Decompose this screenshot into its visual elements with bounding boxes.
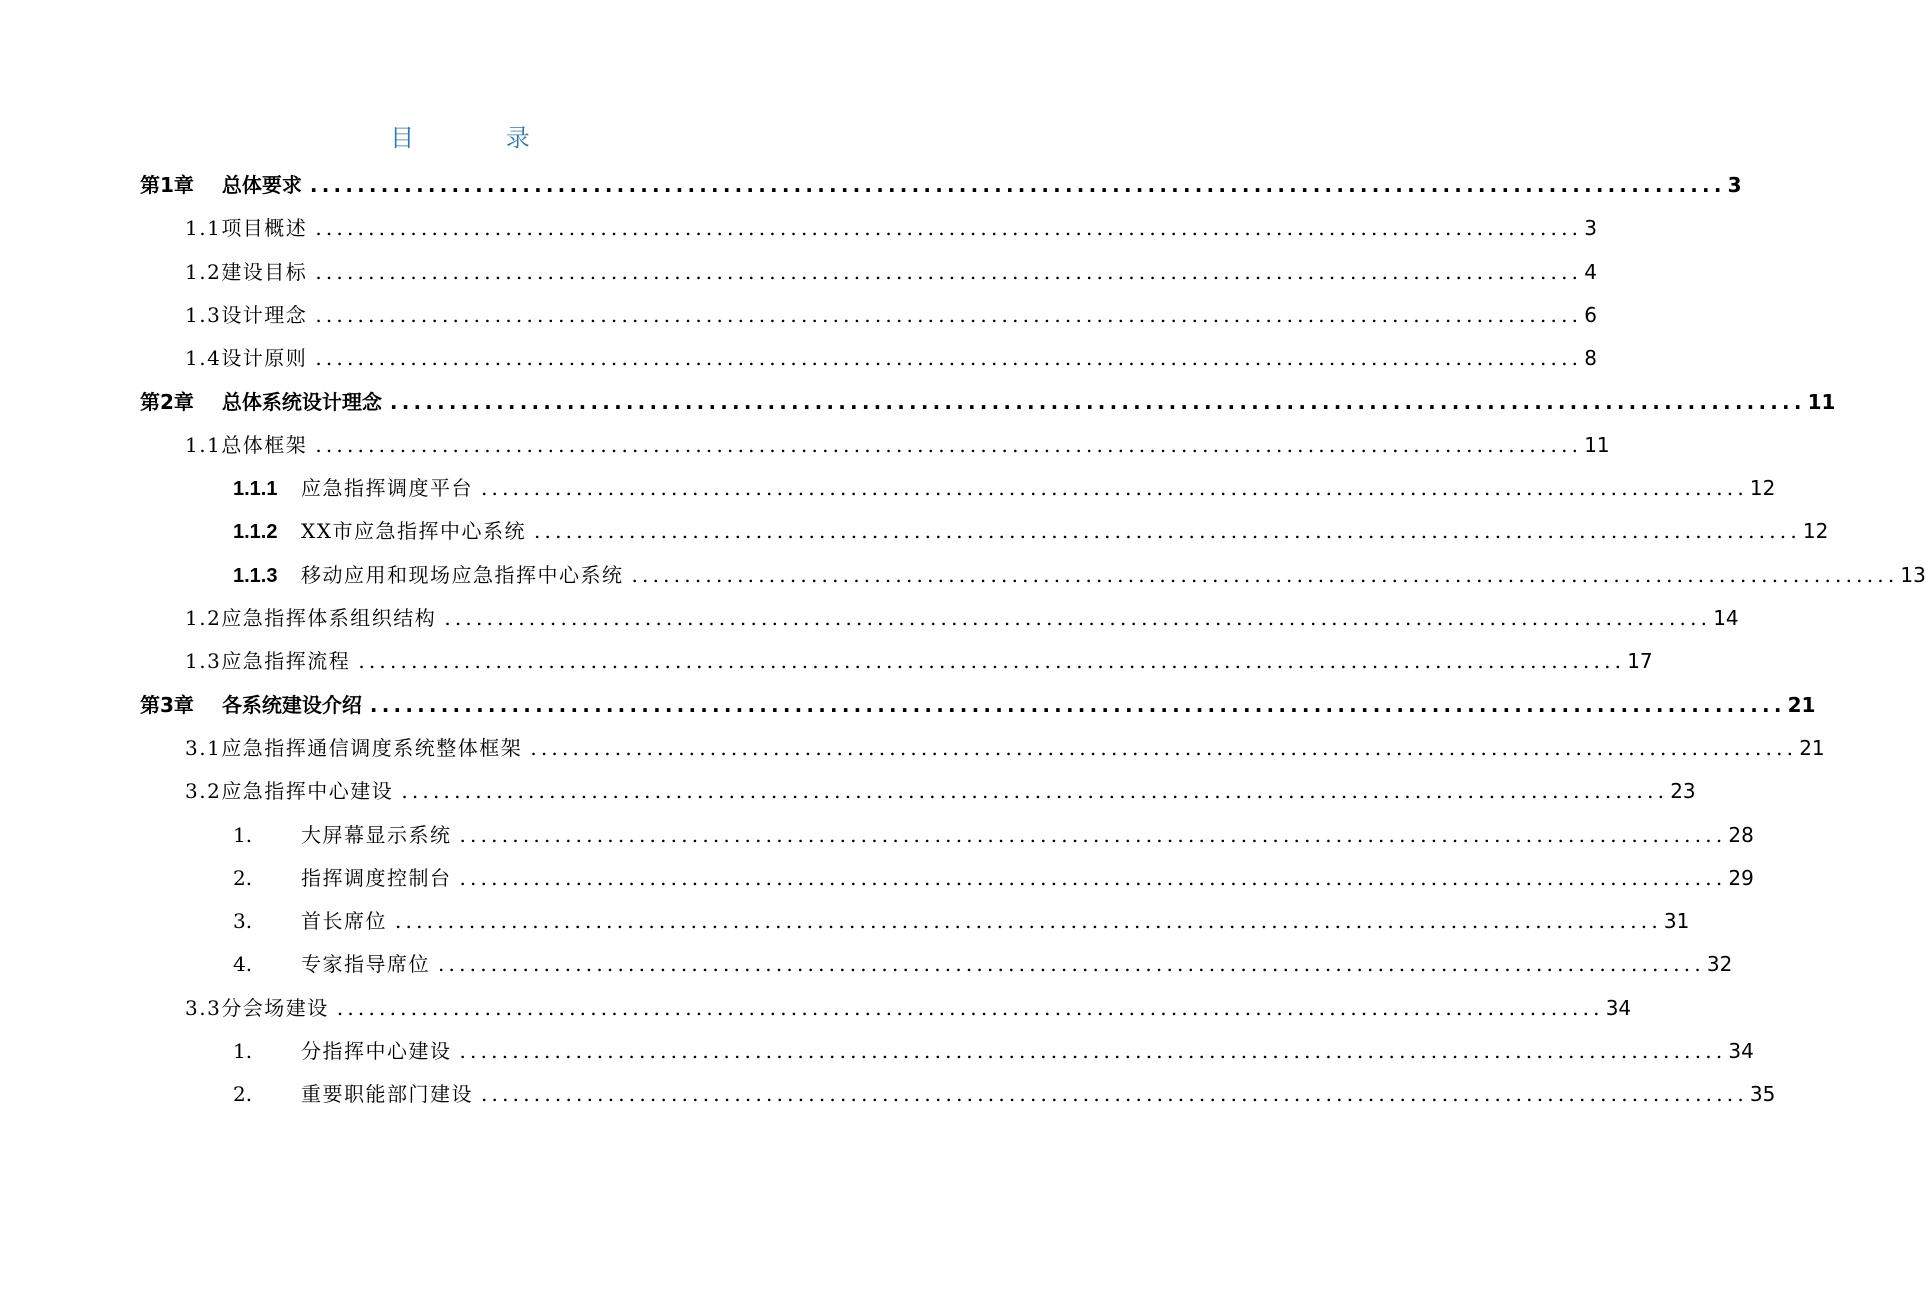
toc-dot-leader: ........................................................................................................................ <box>309 173 1726 197</box>
toc-entry-label: 应急指挥调度平台 <box>301 476 473 501</box>
toc-entry[interactable] <box>185 257 1597 287</box>
toc-entry-number: 3.3 <box>185 995 222 1020</box>
toc-entry[interactable] <box>185 733 1825 763</box>
toc-entry-number: 2. <box>233 1082 253 1107</box>
toc-entry[interactable] <box>140 170 1742 200</box>
toc-entry-number: 1.1 <box>185 216 222 241</box>
toc-entry-number: 1.4 <box>185 346 222 371</box>
toc-entry[interactable] <box>185 213 1597 243</box>
toc-entry-title <box>185 646 350 676</box>
toc-entry[interactable] <box>233 1079 1776 1109</box>
toc-dot-leader: ........................................................................................................................ <box>438 952 1705 977</box>
toc-dot-leader: ........................................................................................................................ <box>315 302 1583 327</box>
toc-dot-leader: ........................................................................................................................ <box>315 259 1583 284</box>
toc-entry-label: 总体框架 <box>221 432 308 457</box>
toc-entry-label: 总体要求 <box>221 173 302 197</box>
toc-page-number: 8 <box>1584 346 1597 371</box>
toc-page-number: 3 <box>1584 216 1597 241</box>
toc-page-number: 3 <box>1727 173 1742 197</box>
toc-entry-number: 1.1 <box>185 432 222 457</box>
toc-entry-title <box>140 387 382 417</box>
toc-entry-number: 第2章 <box>140 389 194 414</box>
toc-entry-label: 应急指挥流程 <box>221 649 351 674</box>
toc-entry[interactable] <box>233 906 1690 936</box>
toc-entry[interactable] <box>185 300 1597 330</box>
toc-entry-label: 应急指挥体系组织结构 <box>221 606 437 630</box>
toc-dot-leader: ........................................................................................................................ <box>336 995 1604 1020</box>
toc-entry[interactable] <box>185 646 1653 676</box>
toc-entry-title <box>233 1079 473 1109</box>
toc-entry-title <box>185 257 307 287</box>
toc-dot-leader: ........................................................................................................................ <box>459 822 1727 847</box>
toc-dot-leader: ........................................................................................................................ <box>631 562 1899 587</box>
toc-entry-title <box>233 949 430 979</box>
toc-entry-label: 专家指导席位 <box>301 952 430 977</box>
toc-entry-title <box>233 560 624 591</box>
toc-entry-label: 应急指挥通信调度系统整体框架 <box>221 735 523 760</box>
toc-entry[interactable] <box>233 516 1829 546</box>
toc-entry[interactable] <box>233 560 1926 590</box>
toc-entry-title <box>140 690 362 720</box>
toc-entry-label: 分指挥中心建设 <box>301 1039 452 1063</box>
toc-entry-number: 1. <box>233 822 253 847</box>
toc-entry-number: 3.1 <box>185 735 222 760</box>
toc-entry-title <box>185 300 307 330</box>
toc-entry-number: 3. <box>233 909 253 934</box>
toc-entry-number: 1.3 <box>185 302 222 327</box>
toc-entry-number: 4. <box>233 952 253 977</box>
toc-entry-number: 1.3 <box>185 649 222 674</box>
toc-dot-leader: ........................................................................................................................ <box>401 779 1669 804</box>
toc-dot-leader: ........................................................................................................................ <box>533 519 1801 544</box>
toc-entry-label: XX市应急指挥中心系统 <box>301 519 526 544</box>
toc-entry-number: 1.1.1 <box>233 478 278 501</box>
toc-page-number: 31 <box>1663 909 1690 934</box>
toc-entry[interactable] <box>233 1036 1754 1066</box>
toc-entry[interactable] <box>140 387 1836 417</box>
toc-page-number: 12 <box>1802 519 1829 544</box>
toc-entry-label: 移动应用和现场应急指挥中心系统 <box>301 562 624 587</box>
toc-entry-label: 重要职能部门建设 <box>301 1082 473 1107</box>
toc-entry-title <box>185 603 436 633</box>
toc-dot-leader: ........................................................................................................................ <box>369 692 1786 717</box>
toc-dot-leader: ........................................................................................................................ <box>481 476 1748 501</box>
toc-page-number: 4 <box>1584 259 1597 284</box>
toc-page-number: 6 <box>1584 302 1597 327</box>
toc-entry-label: 建设目标 <box>221 259 308 284</box>
toc-entry-title <box>233 863 452 893</box>
toc-page-number: 34 <box>1605 995 1632 1020</box>
toc-dot-leader: ........................................................................................................................ <box>481 1082 1748 1107</box>
toc-entry[interactable] <box>185 993 1632 1023</box>
toc-entry-title <box>233 1036 452 1066</box>
toc-entry[interactable] <box>185 430 1610 460</box>
toc-entry-number: 3.2 <box>185 779 222 804</box>
toc-page-number: 28 <box>1728 822 1754 847</box>
toc-page-number: 23 <box>1670 779 1696 804</box>
toc-title: 目 录 <box>390 124 572 152</box>
toc-dot-leader: ........................................................................................................................ <box>444 606 1712 630</box>
toc-page-number: 14 <box>1713 606 1739 630</box>
toc-entry-label: 分会场建设 <box>221 995 329 1020</box>
toc-entry-number: 1.2 <box>185 259 222 284</box>
toc-entry-number: 1.2 <box>185 606 222 630</box>
toc-entry[interactable] <box>233 820 1754 850</box>
toc-entry-label: 首长席位 <box>301 909 387 934</box>
toc-entry-title <box>233 473 473 504</box>
toc-entry-number: 第1章 <box>140 173 194 197</box>
toc-page-number: 29 <box>1728 865 1754 890</box>
toc-dot-leader: ........................................................................................................................ <box>315 216 1583 241</box>
toc-page-number: 12 <box>1749 476 1776 501</box>
toc-entry[interactable] <box>185 603 1739 633</box>
toc-dot-leader: ........................................................................................................................ <box>315 432 1583 457</box>
toc-page-number: 32 <box>1706 952 1733 977</box>
toc-dot-leader: ........................................................................................................................ <box>395 909 1662 934</box>
toc-entry[interactable] <box>185 776 1696 806</box>
toc-entry-title <box>185 343 307 373</box>
toc-entry-label: 项目概述 <box>221 216 308 241</box>
toc-dot-leader: ........................................................................................................................ <box>358 649 1626 674</box>
toc-entry[interactable] <box>233 949 1733 979</box>
toc-page-number: 21 <box>1799 735 1825 760</box>
toc-dot-leader: ........................................................................................................................ <box>315 346 1583 371</box>
toc-page-number: 35 <box>1749 1082 1776 1107</box>
toc-page-number: 34 <box>1728 1039 1754 1063</box>
toc-dot-leader: ........................................................................................................................ <box>389 389 1806 414</box>
toc-entry-title <box>185 430 307 460</box>
toc-entry-number: 第3章 <box>140 692 194 717</box>
toc-entry[interactable] <box>233 473 1776 503</box>
toc-entry[interactable] <box>140 690 1816 720</box>
toc-entry-label: 各系统建设介绍 <box>221 692 362 717</box>
toc-entry-number: 1.1.3 <box>233 564 278 587</box>
toc-entry-number: 1. <box>233 1039 253 1063</box>
toc-entry[interactable] <box>185 343 1597 373</box>
toc-page-number: 11 <box>1807 389 1836 414</box>
toc-entry-label: 设计原则 <box>221 346 308 371</box>
toc-page-number: 17 <box>1627 649 1653 674</box>
toc-entry-title <box>233 820 452 850</box>
toc-entry-title <box>233 516 526 547</box>
toc-entry-title <box>185 993 329 1023</box>
toc-entry[interactable] <box>233 863 1754 893</box>
toc-entry-number: 2. <box>233 865 253 890</box>
toc-dot-leader: ........................................................................................................................ <box>459 1039 1727 1063</box>
toc-page-number: 21 <box>1787 692 1816 717</box>
toc-entry-label: 设计理念 <box>221 302 308 327</box>
toc-entry-title <box>140 170 302 200</box>
toc-entry-label: 总体系统设计理念 <box>221 389 382 414</box>
toc-entry-title <box>185 213 307 243</box>
toc-dot-leader: ........................................................................................................................ <box>459 865 1727 890</box>
toc-entry-label: 大屏幕显示系统 <box>301 822 452 847</box>
toc-page-number: 13 <box>1900 562 1926 587</box>
toc-dot-leader: ........................................................................................................................ <box>530 735 1798 760</box>
toc-entry-title <box>185 776 393 806</box>
toc-entry-title <box>233 906 387 936</box>
toc-entry-number: 1.1.2 <box>233 521 278 544</box>
toc-entry-title <box>185 733 522 763</box>
toc-page-number: 11 <box>1584 432 1610 457</box>
toc-entry-label: 指挥调度控制台 <box>301 865 452 890</box>
toc-entry-label: 应急指挥中心建设 <box>221 779 394 804</box>
